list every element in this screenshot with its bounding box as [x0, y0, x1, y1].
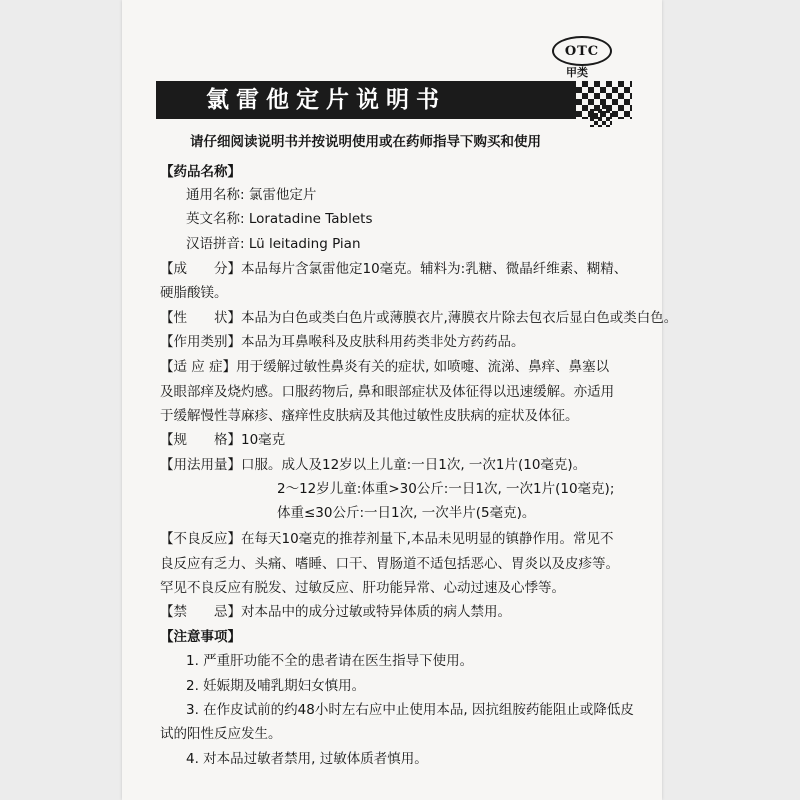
- document-title: 氯雷他定片说明书: [206, 87, 446, 113]
- title-bar: [156, 81, 576, 119]
- precaution-2: 2. 妊娠期及哺乳期妇女慎用。: [186, 678, 366, 694]
- dosage-line-3: 体重≤30公斤:一日1次, 一次半片(5毫克)。: [277, 505, 536, 521]
- pinyin-name: 汉语拼音: Lü leitading Pian: [186, 236, 361, 252]
- checker-pattern-small: [590, 105, 612, 127]
- precaution-3a: 3. 在作皮试前的约48小时左右应中止使用本品, 因抗组胺药能阻止或降低皮: [186, 702, 634, 718]
- generic-name: 通用名称: 氯雷他定片: [186, 187, 317, 203]
- adverse-line-3: 罕见不良反应有脱发、过敏反应、肝功能异常、心动过速及心悸等。: [160, 580, 565, 596]
- section-drug-name: 【药品名称】: [160, 164, 241, 180]
- adverse-line-1: 【不良反应】在每天10毫克的推荐剂量下,本品未见明显的镇静作用。常见不: [160, 531, 614, 547]
- contraindications: 【禁 忌】对本品中的成分过敏或特异体质的病人禁用。: [160, 604, 511, 620]
- category: 【作用类别】本品为耳鼻喉科及皮肤科用药类非处方药药品。: [160, 334, 525, 350]
- section-precautions: 【注意事项】: [160, 629, 241, 645]
- otc-badge: OTC: [552, 36, 612, 66]
- precaution-3b: 试的阳性反应发生。: [160, 726, 282, 742]
- precaution-1: 1. 严重肝功能不全的患者请在医生指导下使用。: [186, 653, 474, 669]
- specification: 【规 格】10毫克: [160, 432, 286, 448]
- properties: 【性 状】本品为白色或类白色片或薄膜衣片,薄膜衣片除去包衣后显白色或类白色。: [160, 310, 678, 326]
- precaution-4: 4. 对本品过敏者禁用, 过敏体质者慎用。: [186, 751, 428, 767]
- english-name: 英文名称: Loratadine Tablets: [186, 211, 373, 227]
- indication-line-3: 于缓解慢性荨麻疹、瘙痒性皮肤病及其他过敏性皮肤病的症状及体征。: [160, 408, 579, 424]
- dosage-line-2: 2～12岁儿童:体重>30公斤:一日1次, 一次1片(10毫克);: [277, 481, 615, 497]
- composition-line-2: 硬脂酸镁。: [160, 285, 228, 301]
- indication-line-1: 【适 应 症】用于缓解过敏性鼻炎有关的症状, 如喷嚏、流涕、鼻痒、鼻塞以: [160, 359, 610, 375]
- dosage-line-1: 【用法用量】口服。成人及12岁以上儿童:一日1次, 一次1片(10毫克)。: [160, 457, 587, 473]
- adverse-line-2: 良反应有乏力、头痛、嗜睡、口干、胃肠道不适包括恶心、胃炎以及皮疹等。: [160, 556, 619, 572]
- composition-line-1: 【成 分】本品每片含氯雷他定10毫克。辅料为:乳糖、微晶纤维素、糊精、: [160, 261, 628, 277]
- indication-line-2: 及眼部痒及烧灼感。口服药物后, 鼻和眼部症状及体征得以迅速缓解。亦适用: [160, 384, 615, 400]
- otc-class-label: 甲类: [566, 66, 588, 79]
- usage-notice: 请仔细阅读说明书并按说明使用或在药师指导下购买和使用: [190, 134, 541, 150]
